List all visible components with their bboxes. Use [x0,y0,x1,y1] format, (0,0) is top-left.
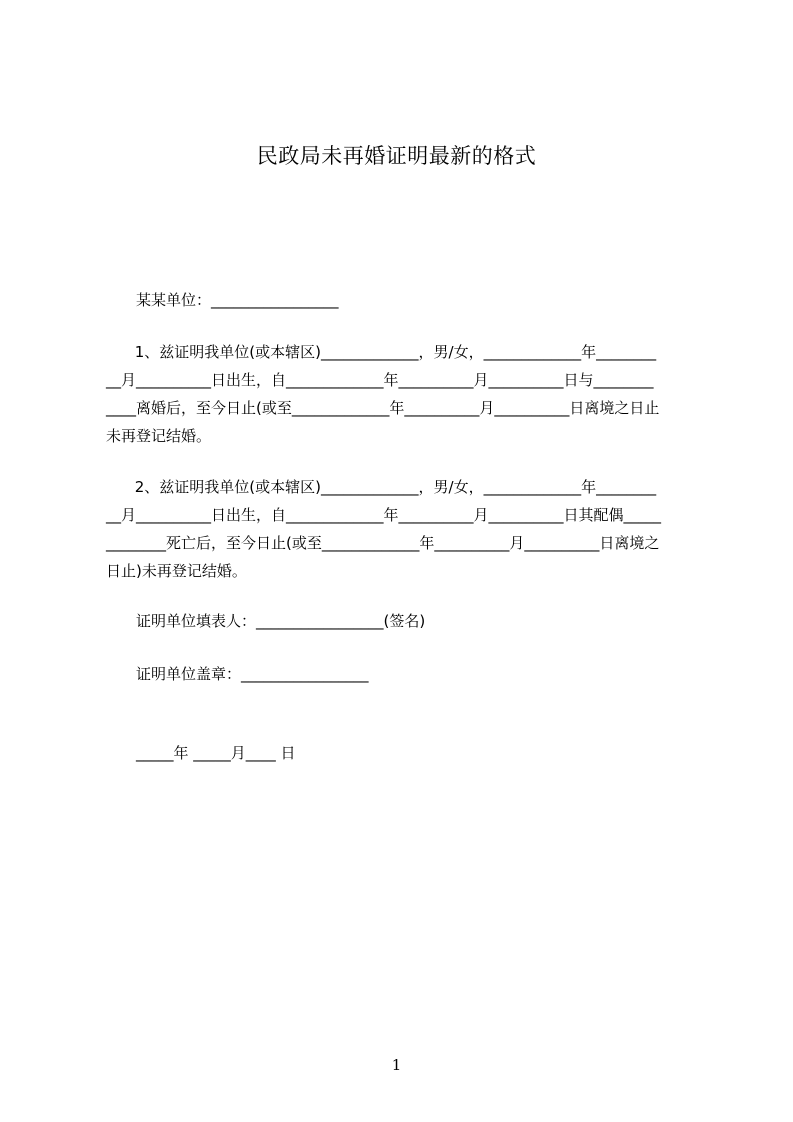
page-number: 1 [391,1056,402,1074]
section1-line2: __月__________日出生，自_____________年__________月__________日与________ [106,371,654,389]
section1-line3: ____离婚后，至今日止(或至_____________年__________月__________日离境之日止 [106,399,660,417]
section1-line4: 未再登记结婚。 [106,427,212,445]
document-title: 民政局未再婚证明最新的格式 [256,144,537,168]
section2-line2: __月__________日出生，自_____________年__________月__________日其配偶_____ [106,506,662,524]
recipient-line: 某某单位：_________________ [136,291,339,309]
filler-signature-line: 证明单位填表人：_________________(签名) [136,612,426,630]
section2-line4: 日止)未再登记结婚。 [106,562,247,580]
section1-line1: 1、兹证明我单位(或本辖区)_____________，男/女，_____________年________ [130,343,657,361]
section2-line3: ________死亡后，至今日止(或至_____________年__________月__________日离境之 [106,534,660,552]
seal-line: 证明单位盖章：_________________ [136,665,369,683]
date-line: _____年 _____月____ 日 [136,744,296,762]
section2-line1: 2、兹证明我单位(或本辖区)_____________，男/女，_____________年________ [130,478,657,496]
